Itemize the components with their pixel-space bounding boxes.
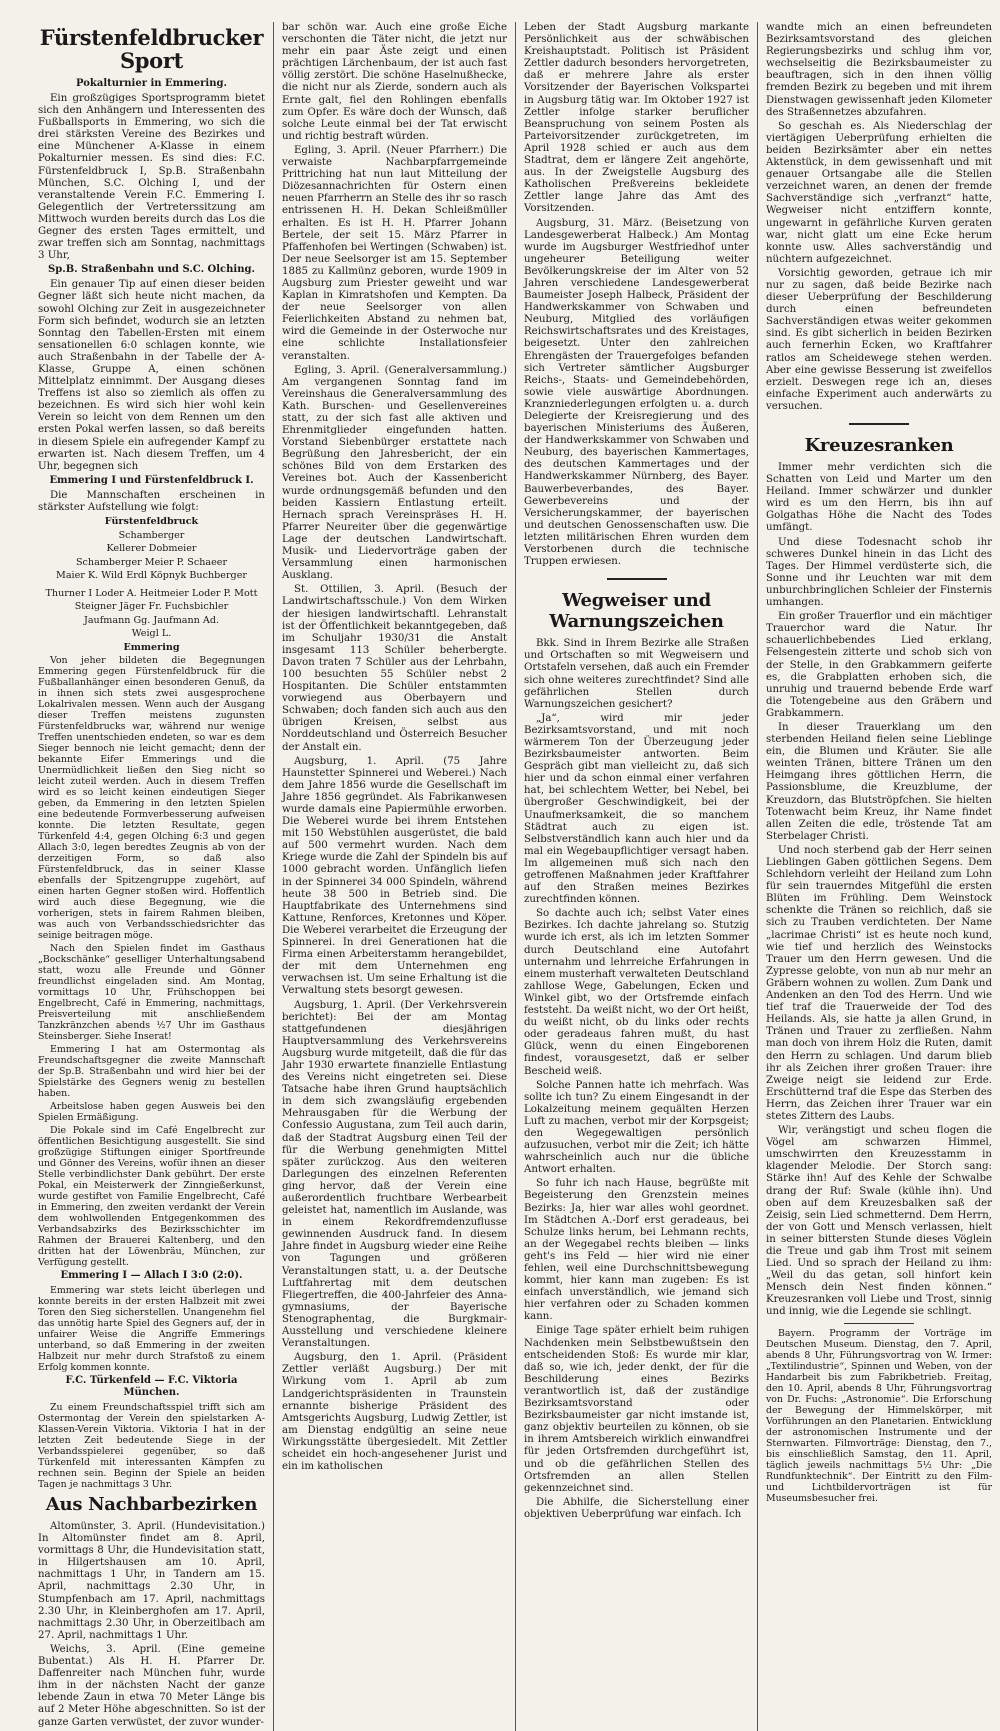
article-paragraph: St. Ottilien, 3. April. (Besuch der Landwirtschaftsschule.) Von dem Wirken der hiesigen landwirtschaftl. Lehranstalt ist der Öffentlichkeit bekanntgegeben, daß im Schuljahr 1930/31 die Anstalt insgesamt 113 Schüler beherbergte. Davon traten 7 Schüler aus der Lehrbahn, 100 besuchten 55 Schüler nebst 2 Hospitanten. Die Schüler entstammten vorwiegend aus Oberbayern und Schwaben; doch fanden sich auch aus den übrigen Kreisen, selbst aus Norddeutschland und Österreich Besucher der Anstalt ein. — [282, 584, 507, 753]
article-paragraph: Weichs, 3. April. (Eine gemeine Bubentat.) Als H. H. Pfarrer Dr. Daffenreiter nach München fuhr, wurde ihm in der nächsten Nacht der ganze lebende Zaun in etwa 70 Meter Länge bis auf 2 Meter Höhe abgeschnitten. So ist der ganze Garten verwüstet, der zuvor wunder- — [38, 1643, 265, 1728]
article-subheading: Pokalturnier in Emmering. — [76, 78, 227, 89]
article-paragraph: Ein großzügiges Sportsprogramm bietet sich den Anhängern und Interessenten des Fußballsports in Emmering, wo sich die drei stärksten Vereine des Bezirkes und eine Münchener A-Klasse in einem Pokalturnier messen. Es sind dies: F.C. Fürstenfeldbruck I, Sp.B. Straßenbahn München, S.C. Olching I, und der veranstaltende Verein F.C. Emmering I. Gelegentlich der Vertreterssitzung am Mittwoch wurden bereits durch das Los die Gegner des ersten Tages ermittelt, und zwar treffen sich am Sonntag, nachmittags 3 Uhr, — [38, 93, 265, 262]
article-subheading: Sp.B. Straßenbahn und S.C. Olching. — [48, 264, 255, 276]
column-4 — [757, 22, 1000, 1731]
column-2 — [273, 22, 515, 1731]
article-paragraph: bar schön war. Auch eine große Eiche verschonten die Täter nicht, die jetzt nur mehr ein paar Äste zeigt und einen prächtigen Lärchenbaum, der ist auch fast völlig zerstört. Die schöne Haselnußhecke, die nicht nur als Zierde, sondern auch als Ernte galt, fiel den Rohlingen ebenfalls zum Opfer. Es wäre doch der Wunsch, daß solche Leute einmal bei der Tat erwischt und richtig bestraft würden. — [282, 22, 507, 142]
article-subheading: F.C. Türkenfeld — F.C. Viktoria München. — [65, 1375, 238, 1398]
article-paragraph: Bayern. Programm der Vorträge im Deutschen Museum. Dienstag, den 7. April, abends 8 Uhr, Führungsvortrag von W. Irmer: „Textilindustrie“, Spinnen und Weben, von der Handarbeit bis zum Fabrikbetrieb. Freitag, den 10. April, abends 8 Uhr, Führungsvortrag von Dr. Fuchs: „Astronomie“. Die Erforschung der Bewegung der Himmelskörper, mit Vorführungen an den Planetarien. Entwicklung der astronomischen Instrumente und der Sternwarten. Filmvorträge: Dienstag, den 7., bis einschließlich Samstag, den 11. April, täglich jeweils nachmittags 5½ Uhr: „Die Rundfunktechnik“. Der Eintritt zu den Film- und Lichtbildervorträgen ist für Museumsbesucher frei. — [766, 1327, 992, 1504]
article-paragraph: Egling, 3. April. (Generalversammlung.) Am vergangenen Sonntag fand im Vereinshaus die Generalversammlung des Kath. Burschen- und Gesellenvereines statt, zu der sich fast alle aktiven und Ehrenmitglieder eingefunden hatten. Vorstand Siebenbürger erstattete nach Begrüßung den Jahresbericht, der ein schönes Bild von dem Erstarken des Vereines bot. Auch der Kassenbericht wurde ordnungsgemäß befunden und den beiden Kassiern Entlastung erteilt. Hernach sprach Vereinspräses H. H. Pfarrer Neureiter über die gegenwärtige Lage der deutschen Landwirtschaft. Musik- und Liedervorträge gaben der Versammlung einen harmonischen Ausklang. — [282, 364, 507, 582]
team-lineup-line: Schamberger Meier P. Schaeer — [75, 556, 228, 568]
article-paragraph: Die Abhilfe, die Sicherstellung einer objektiven Ueberprüfung war einfach. Ich — [524, 1496, 749, 1520]
article-paragraph: Augsburg, 1. April. (Der Verkehrsverein berichtet): Bei der am Montag stattgefundenen diesjährigen Hauptversammlung des Verkehrsvereins Augsburg wurde mitgeteilt, daß die für das Jahr 1930 erwartete finanzielle Entlastung des Vereins nicht eingetreten sei. Diese Tatsache habe ihren Grund hauptsächlich in dem sich zwangsläufig ergebenden Mehrausgaben für die Werbung der Confessio Augustana, zum Teil auch darin, daß der Stadtrat Augsburg einen Teil der für die Werbung genehmigten Mittel später zurückzog. Aus den weiteren Darlegungen des einzelnen Referenten ging hervor, daß der Verein eine außerordentlich fruchtbare Werbearbeit geleistet hat, namentlich im Auslande, was in einem Rekordfremdenzuflusse gewinnenden Ausdruck fand. In diesem Jahre findet in Augsburg wieder eine Reihe von Tagungen und größeren Veranstaltungen statt, u. a. der Deutsche Luftfahrertag mit dem deutschen Fliegertreffen, die 400-Jahrfeier des Anna-gymnasiums, der Bayerische Stenographentag, die Burgkmair-Ausstellung und verschiedene kleinere Veranstaltungen. — [282, 999, 507, 1350]
team-lineup-line: Kellerer Dobmeier — [106, 543, 197, 554]
article-headline-kreuzesranken: Kreuzesranken — [804, 435, 954, 456]
article-paragraph: Einige Tage später erhielt beim ruhigen Nachdenken mein Selbstbewußtsein den entscheidenden Stoß: Es wurde mir klar, daß so, wie ich, jeder denkt, der für die Beschilderung eines Bezirks verantwortlich ist, daß der zuständige Bezirksamtsvorstand oder Bezirksbaumeister gar nicht imstande ist, ganz objektiv beurteilen zu können, ob sie in ihrem Amtsbereich wirklich einwandfrei für jeden Ortsfremden durchgeführt ist, und ob die gefährlichen Stellen des Ortsfremden an allen Stellen gekennzeichnet sind. — [524, 1325, 749, 1494]
article-paragraph: Solche Pannen hatte ich mehrfach. Was sollte ich tun? Zu einem Eingesandt in der Lokalzeitung meinem gequälten Herzen Luft zu machen, verbot mir der Korpsgeist; den Wegegewaltigen persönlich aufzusuchen, verbot mir die Zeit; ich hätte wahrscheinlich auch nur die übliche Antwort erhalten. — [524, 1079, 749, 1176]
article-paragraph: Augsburg, 1. April. (75 Jahre Haunstetter Spinnerei und Weberei.) Nach dem Jahre 1856 wurde die Gesellschaft im Jahre 1856 gegründet. Als Fabrikanwesen wurde damals eine Papiermühle erworben. Die Weberei wurde bei ihrem Entstehen mit 150 Webstühlen ausgerüstet, die bald auf 500 vermehrt wurden. Nach dem Kriege wurde die Zahl der Spindeln bis auf 1000 gebracht worden. Unfänglich liefen in der Spinnerei 34 000 Spindeln, während heute 38 500 in Betrieb sind. Die Hauptfabrikate des Unternehmens sind Kattune, Renforces, Kretonnes und Köper. Die Weberei verarbeitet die Erzeugung der Spinnerei. In drei Generationen hat die Firma einen Arbeiterstamm herangebildet, der mit dem Unternehmen eng verwachsen ist. Um seine Erhaltung ist die Verwaltung stets besorgt gewesen. — [282, 755, 507, 997]
article-paragraph: Arbeitslose haben gegen Ausweis bei den Spielen Ermäßigung. — [38, 1101, 265, 1123]
team-lineup-line: Maier K. Wild Erdl Köpnyk Buchberger — [56, 570, 247, 581]
team-name: Fürstenfeldbruck — [104, 516, 199, 527]
column-3 — [515, 22, 757, 1731]
article-paragraph: Leben der Stadt Augsburg markante Persönlichkeit aus der schwäbischen Kreishauptstadt. Politisch ist Präsident Zettler dadurch besonders hervorgetreten, daß er mehrere Jahre als erster Vorsitzender der Bayerischen Volkspartei in Augsburg tätig war. Im Oktober 1927 ist Zettler infolge starker beruflicher Beanspruchung von seinem Posten als Parteivorsitzender zurückgetreten, im April 1928 schied er auch aus dem Stadtrat, dem er längere Zeit angehörte, aus. In der Zweigstelle Augsburg des Katholischen Preßvereins bekleidete Zettler lange Jahre das Amt des Vorsitzenden. — [524, 22, 749, 215]
article-paragraph: Die Mannschaften erscheinen in stärkster Aufstellung wie folgt: — [38, 489, 265, 513]
article-paragraph: wandte mich an einen befreundeten Bezirksamtsvorstand des gleichen Regierungsbezirks und schlug ihm vor, wechselseitig die Bezirksbaumeister zu beauftragen, sich in den ihnen völlig fremden Bezirk zu begeben und mit ihrem Dienstwagen gewissenhaft jeden Kilometer des Straßennetzes abzufahren. — [766, 22, 992, 118]
article-paragraph: Nach den Spielen findet im Gasthaus „Bockschänke“ geselliger Unterhaltungsabend statt, wozu alle Freunde und Gönner freundlichst eingeladen sind. Am Montag, vormittags 10 Uhr, Frühschoppen bei Engelbrecht, Café in Emmering, nachmittags, Preisverteilung mit anschließendem Tanzkränzchen abends ½7 Uhr im Gasthaus Steinsberger. Siehe Inserat! — [38, 943, 265, 1042]
team-lineup-line: Schamberger — [118, 529, 185, 541]
article-paragraph: So fuhr ich nach Hause, begrüßte mit Begeisterung den Grenzstein meines Bezirks: Ja, hier war alles wohl geordnet. Im Städtchen A.-Dorf erst geradeaus, bei Schulze links herum, bei Lehmann rechts, an der Wegegabel rechts bleiben — links geht's ins Feld — hier wird nie einer fehlen, weil eine Durchschnittsbewegung kommt, hier kann man zugeben: Es ist einfach unverständlich, wie jemand sich hier verfahren oder zu Schaden kommen kann. — [524, 1178, 749, 1323]
article-paragraph: „Ja“, wird mir jeder Bezirksamtsvorstand, und mit noch wärmerem Ton der Überzeugung jeder Bezirksbaumeister antworten. Beim Gespräch gibt man vielleicht zu, daß sich hier und da schon einmal einer verfahren hat, bei schlechtem Wetter, bei Nebel, bei übergroßer Geschwindigkeit, bei der Unaufmerksamkeit, die so manchem Städtrat auch zu eigen ist. Selbstverständlich kann auch hier und da mal ein Wegebaupflichtiger versagt haben. Im allgemeinen muß sich nach den getroffenen Maßnahmen jeder Kraftfahrer auf den Straßen meines Bezirkes zurechtfinden können. — [524, 712, 749, 906]
team-lineup-line: Weigl L. — [131, 628, 172, 639]
section-divider — [844, 1323, 914, 1324]
article-paragraph: Ein großer Trauerflor und ein mächtiger Trauerchor ward die Natur. Ihr schauerlichbebendes Lied erklang, Felsengestein zitterte und schob sich von der Stelle, in den Grabkammern geiferte es, die Grabplatten erhoben sich, die unruhig und trauernd bebende Erde warf die Totengebeine aus den Gräbern und Grabkammern. — [766, 611, 992, 719]
team-lineup-line: Jaufmann Gg. Jaufmann Ad. — [83, 614, 220, 626]
article-paragraph: Immer mehr verdichten sich die Schatten von Leid und Marter um den Heiland. Immer schwärzer und dunkler wird es um den Herrn, bis ihn auf Golgathas Höhe die Nacht des Todes umfängt. — [766, 462, 992, 534]
article-paragraph: Und diese Todesnacht schob ihr schweres Dunkel hinein in das Licht des Tages. Der Himmel verdüsterte sich, die Sonne und ihr Leuchten war mit dem unburchbringlichen Schleier der Finsternis umhangen. — [766, 536, 992, 609]
article-paragraph: Die Pokale sind im Café Engelbrecht zur öffentlichen Besichtigung ausgestellt. Sie sind großzügige Stiftungen einiger Sportfreunde und Gönner des Vereins, wofür ihnen an dieser Stelle verbindlichster Dank gebührt. Der erste Pokal, ein Meisterwerk der Zinngießerkunst, wurde gestiftet von Familie Engelbrecht, Café in Emmering, den zweiten verdankt der Verein dem wohlwollenden Entgegenkommen des Verbandsabzirks des Bezirksschichter im Rahmen der Brauerei Kaltenberg, und den dritten hat der Löwenbräu, München, zur Verfügung gestellt. — [38, 1125, 265, 1268]
article-paragraph: Und noch sterbend gab der Herr seinen Lieblingen Gaben göttlichen Segens. Dem Schlehdorn verleiht der Heiland zum Lohn für sein trauerndes Mitgefühl die ersten Blüten im Frühling. Dem Weinstock schenkte die Tränen so reichlich, daß sie sich zu Trauben verdichteten. Der Name „lacrimae Christi“ ist es heute noch kund, wie tief und herzlich des Weinstocks Trauer um den Herrn gewesen. Und die Zypresse gelobte, von nun ab nur mehr an Gräbern wohnen zu wollen. Zum Dank und Andenken an den Tod des Herrn. Und wie tief traf die Trauerweide der Tod des Heilands. Als, sie hatte ja allen Grund, in Tränen und Trauer zu zerfließen. Nahm man doch von ihrem Holz die Ruten, damit den Herrn zu schlagen. Und darum blieb ihr als Zeichen ihrer großen Trauer: ihre Zweige neigt sie leidend zur Erde. Erschütternd traf die Espe das Sterben des Herrn, das Zeichen ihrer Trauer war ein stetes Zittern des Laubs. — [766, 844, 992, 1122]
article-subheading: Emmering I und Fürstenfeldbruck I. — [49, 474, 254, 486]
section-divider — [607, 578, 667, 580]
article-paragraph: Altomünster, 3. April. (Hundevisitation.) In Altomünster findet am 8. April, vormittags 8 Uhr, die Hundevisitation statt, in Hilgertshausen am 10. April, nachmittags 1 Uhr, in Tandern am 15. April, nachmittags 2.30 Uhr, in Stumpfenbach am 17. April, nachmittags 2.30 Uhr, in Kleinberghofen am 17. April, nachmittags 2.30 Uhr, in Oberzeitlbach am 27. April, nachmittags 1 Uhr. — [38, 1521, 265, 1641]
article-paragraph: So dachte auch ich; selbst Vater eines Bezirkes. Ich dachte jahrelang so. Stutzig wurde ich erst, als ich im letzten Sommer durch Deutschland eine Autofahrt unternahm und lehrreiche Erfahrungen in einem musterhaft verwalteten Deutschland zahllose Wege, Gabelungen, Ecken und Winkel gibt, wo der Ortsfremde einfach feststeht. Da weißt nicht, wo der Ort heißt, du weißt nicht, ob du links oder rechts oder geradeaus fahren mußt, du hast Glück, wenn du einen Eingeborenen findest, vorausgesetzt, daß er selber Bescheid weiß. — [524, 908, 749, 1077]
article-paragraph: Von jeher bildeten die Begegnungen Emmering gegen Fürstenfeldbruck für die Fußballanhänger einen besonderen Genuß, da in ihnen sich stets zwei ausgesprochene Lokalrivalen messen. Wenn auch der Ausgang dieser Treffen meistens zugunsten Fürstenfeldbrucks war, während nur wenige Treffen unentschieden endeten, so war es dem Sieger bennoch nie leicht gemacht; denn der bekannte Eifer Emmerings und die Unermüdlichkeit ließen den Sieg nicht so leicht zuteil werden. Auch in diesem Treffen wird es so leicht keinen eindeutigen Sieger geben, da Emmering in den letzten Spielen eine bedeutende Formverbesserung aufweisen konnte. Die letzten Resultate, gegen Türkenfeld 4:4, gegen Olching 6:3 und gegen Allach 3:0, legen beredtes Zeugnis ab von der derzeitigen Form, so daß also Fürstenfeldbruck, das in seiner Klasse ebenfalls der Spitzengruppe zugehört, auf einen harten Gegner stoßen wird. Hoffentlich wird auch diese Begegnung, wie die vorherigen, stets in fairem Rahmen bleiben, was auch von Verbandsschiedsrichter das seinige beitragen möge. — [38, 655, 265, 941]
article-paragraph: Ein genauer Tip auf einen dieser beiden Gegner läßt sich heute nicht machen, da sowohl Olching zur Zeit in ausgezeichneter Form sich befindet, wodurch sie an letzten Sonntag den Tabellen-Ersten mit einem sensationellen 6:0 schlagen konnte, wie auch Straßenbahn in der Tabelle der A-Klasse, Gruppe A, einen schönen Mittelplatz einnimmt. Der Ausgang dieses Treffens ist also so ziemlich als offen zu bezeichnen. Es wird sich hier wohl kein Verein so leicht von dem Rennen um den ersten Pokal werfen lassen, so daß bereits in diesem Spiele ein aufregender Kampf zu erwarten ist. Nach diesem Treffen, um 4 Uhr, begegnen sich — [38, 279, 265, 472]
column-1 — [30, 22, 273, 1731]
article-paragraph: Wir, verängstigt und scheu flogen die Vögel am schwarzen Himmel, umschwirrten den Kreuzesstamm in klagender Melodie. Der Storch sang: Stärke ihn! Auf des Kehle der Schwalbe drang der Ruf: Swale (kühle ihn). Und oben auf dem Kreuzesbalken saß der Zeisig, sein Lied schmetternd. Dem Herrn, der von Gott und Mensch verlassen, hielt in seiner bittersten Stunde dieses Vöglein die Treue und gab ihm Trost mit seinem Lied. Und so sprach der Heiland zu ihm: „Weil du das getan, soll hinfort kein Mensch dein Nest finden können.“ Kreuzesranken voll Liebe und Trost, sinnig und innig, wie die Legende sie schlingt. — [766, 1125, 992, 1318]
article-paragraph: In dieser Trauerklang um den sterbenden Heiland fielen seine Lieblinge ein, die Blumen und Kräuter. Sie alle weinten Tränen, bittere Tränen um den Heimgang ihres göttlichen Herrn, die Passionsblume, die Kreuzblume, der Kreuzdorn, das Blutströpfchen. Sie hielten Totenwacht beim Kreuz, ihr Name findet allen Zeiten die edle, tröstende Tat am Sterbelager Christi. — [766, 721, 992, 842]
team-lineup-line: Thurner I Loder A. Heitmeier Loder P. Mott — [45, 587, 258, 599]
article-headline-wegweiser: Wegweiser und Warnungszeichen — [549, 590, 724, 633]
article-subheading: Emmering I — Allach I 3:0 (2:0). — [60, 1270, 243, 1281]
article-paragraph: Bkk. Sind in Ihrem Bezirke alle Straßen und Ortschaften so mit Wegweisern und Ortstafeln versehen, daß auch ein Fremder sich ohne weiteres zurechtfindet? Sind alle gefährlichen Stellen durch Warnungszeichen gesichert? — [524, 638, 749, 710]
team-name: Emmering — [123, 641, 180, 653]
section-headline-sport: Fürstenfeldbrucker Sport — [39, 25, 264, 73]
team-lineup-line: Steigner Jäger Fr. Fuchsbichler — [74, 601, 229, 612]
article-paragraph: Vorsichtig geworden, getraue ich mir nur zu sagen, daß beide Bezirke nach dieser Ueberprüfung der Beschilderung durch einen befreundeten Sachverständigen etwas weiter gekommen sind. Es gibt sicherlich in beiden Bezirken auch fernerhin Ecken, wo Kraftfahrer ratlos am Scheidewege stehen werden. Aber eine gewisse Besserung ist zweifellos erzielt. Deswegen rege ich an, dieses einfache Experiment auch anderwärts zu versuchen. — [766, 267, 992, 412]
article-paragraph: Emmering I hat am Ostermontag als Freundschaftsgegner die zweite Mannschaft der Sp.B. Straßenbahn und wird hier bei der Spielstärke des Gegners wenig zu bestellen haben. — [38, 1044, 265, 1099]
article-paragraph: Augsburg, den 1. April. (Präsident Zettler verläßt Augsburg.) Der mit Wirkung vom 1. April ab zum Landgerichtspräsidenten in Traunstein ernannte bisherige Präsident des Amtsgerichts Augsburg, Ludwig Zettler, ist am Dienstag endgültig an seine neue Wirkungsstätte übergesiedelt. Mit Zettler scheidet ein hoch-angesehener Jurist und ein im katholischen — [282, 1352, 507, 1473]
article-paragraph: Augsburg, 31. März. (Beisetzung von Landesgewerberat Halbeck.) Am Montag wurde im Augsburger Westfriedhof unter ungeheurer Beteiligung weiter Bevölkerungskreise der im Alter von 52 Jahren verschiedene Landesgewerberat Baumeister Joseph Halbeck, Präsident der Handwerkskammer von Schwaben und Neuburg, Mitglied des vorläufigen Reichswirtschaftsrates und des Kreistages, beigesetzt. Unter den zahlreichen Ehrengästen der Trauergefolges befanden sich Vertreter sämtlicher Augsburger Reichs-, Staats- und Gemeindebehörden, sowie viele auswärtige Abordnungen. Kranzniederlegungen erfolgten u. a. durch Delegierte der Kreisregierung und des bayerischen Ministeriums des Äußeren, der Handwerkskammer von Schwaben und Neuburg, des bayerischen Kammertages, des deutschen Kammertages und der Handwerkskammer Nürnberg, des Bayer. Bauwerbeverbandes, des Bayer. Gewerbevereins und der Versicherungskammer, der bayerischen und deutschen Genossenschaften usw. Die letzten militärischen Ehren wurden dem Verstorbenen durch die technische Truppen erwiesen. — [524, 217, 749, 568]
section-divider — [849, 423, 909, 425]
section-headline-neighbors: Aus Nachbarbezirken — [45, 1494, 258, 1515]
article-paragraph: Zu einem Freundschaftsspiel trifft sich am Ostermontag der Verein den spielstarken A-Klassen-Verein Viktoria. Viktoria I hat in der letzten Zeit bedeutende Siege in der Verbandsspielerei gegenüber, so daß Türkenfeld mit interessanten Kämpfen zu rechnen sein. Beginn der Spiele an beiden Tagen je nachmittags 3 Uhr. — [38, 1402, 265, 1490]
article-paragraph: Emmering war stets leicht überlegen und konnte bereits in der ersten Halbzeit mit zwei Toren den Sieg sicherstellen. Unangenehm fiel das unnötig harte Spiel des Gegners auf, der in unfairer Weise die Angriffe Emmerings unterband, so daß Emmering in der zweiten Halbzeit nur mehr durch Strafstoß zu einem Erfolg kommen konnte. — [38, 1285, 265, 1373]
article-paragraph: So geschah es. Als Niederschlag der viertägigen Ueberprüfung erhielten die beiden Bezirksämter aber ein nettes Aktenstück, in dem gewissenhaft und mit genauer Ortsangabe alle die Stellen verzeichnet waren, an denen der fremde Sachverständige sich „verfranzt“ hatte, Wegweiser nicht entziffern konnte, ungewarnt in gefährliche Kurven geraten war, nicht glatt um eine Ecke herum konnte usw. Alles sachverständig und nüchtern aufgezeichnet. — [766, 120, 992, 265]
article-paragraph: Egling, 3. April. (Neuer Pfarrherr.) Die verwaiste Nachbarpfarrgemeinde Prittriching hat nun laut Mitteilung der Diözesannachrichten für Ostern einen neuen Pfarrherrn an Stelle des ihr so rasch entrissenen H. H. Dekan Schleißmüller erhalten. Es ist H. H. Pfarrer Johann Bertele, der seit 15. März Pfarrer in Pfaffenhofen bei Wertingen (Schwaben) ist. Der neue Seelsorger ist am 15. September 1885 zu Kallmünz geboren, wurde 1909 in Augsburg zum Priester geweiht und war Kaplan in Kimratshofen und Kempten. Da der neue Seelsorger von allen Feierlichkeiten Abstand zu nehmen bat, wird die Gemeinde in der Osterwoche nur eine schlichte Installationsfeier veranstalten. — [282, 144, 507, 362]
